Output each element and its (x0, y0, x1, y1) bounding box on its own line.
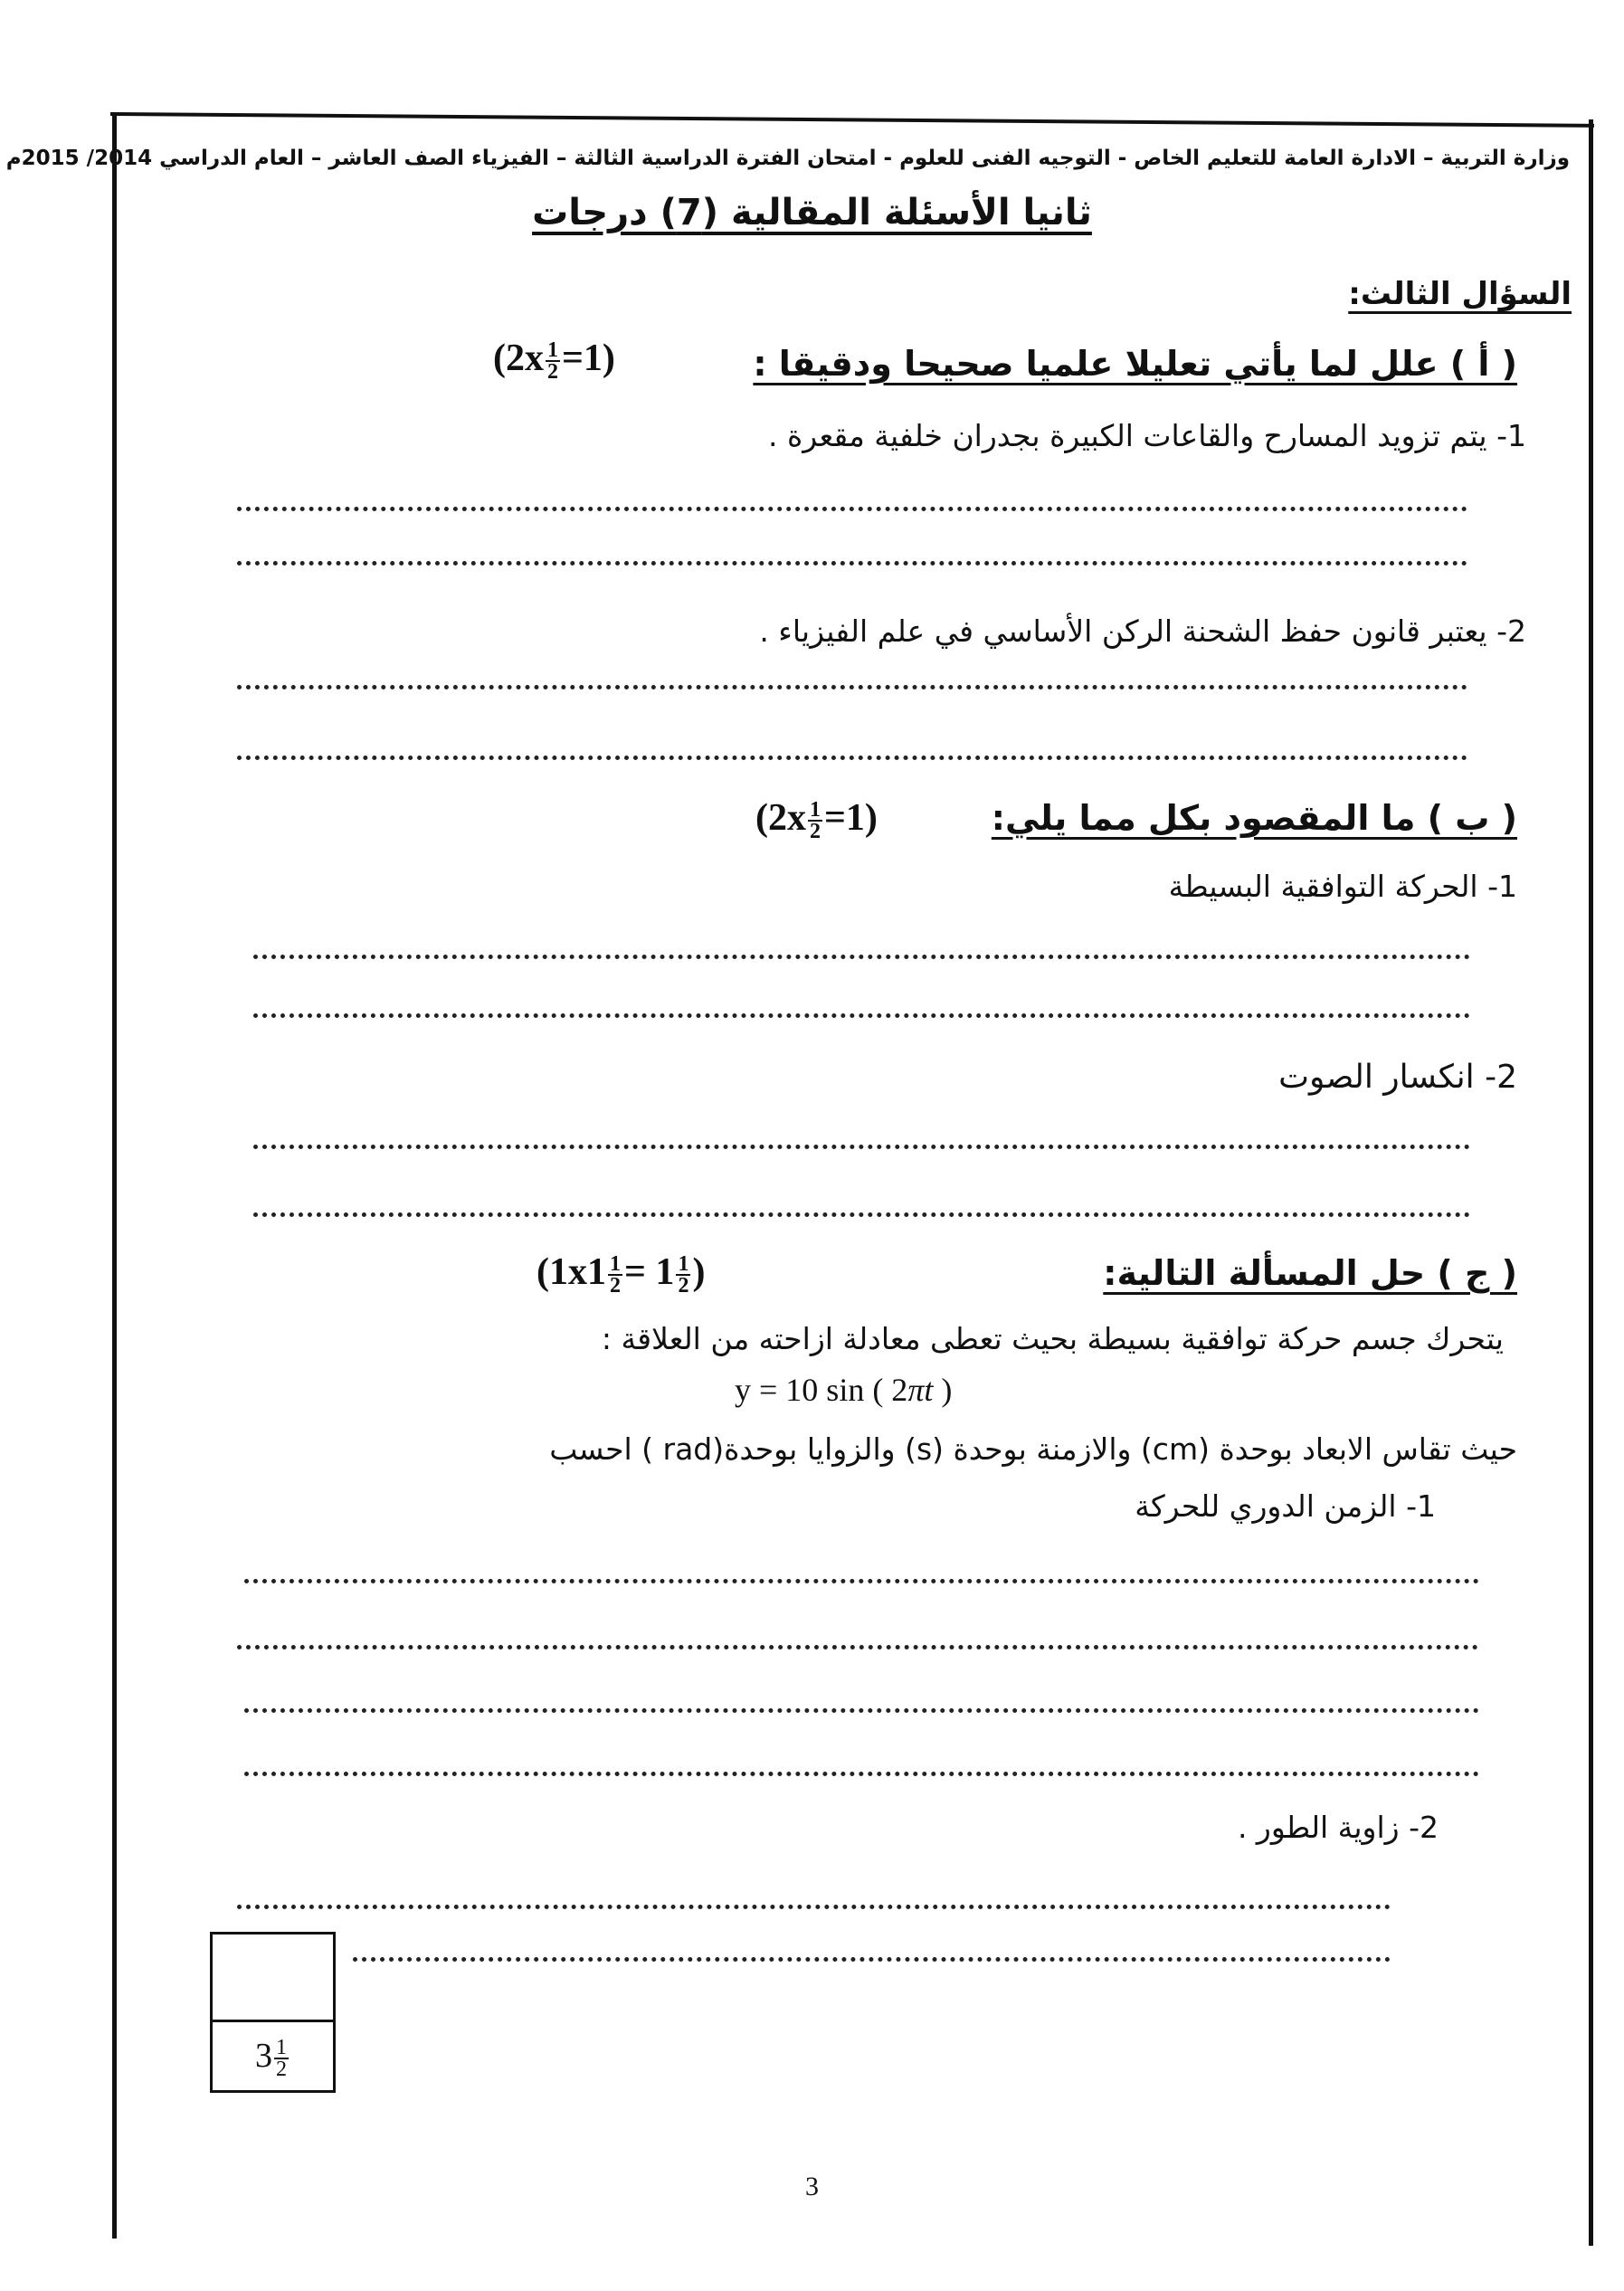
answer-line (237, 1645, 1478, 1649)
page-frame-top (110, 112, 1594, 128)
answer-line (253, 1013, 1470, 1018)
formula-left: y = 10 sin ( 2 (735, 1372, 908, 1408)
displacement-formula (735, 1371, 952, 1409)
part-b-heading (992, 798, 1517, 838)
question-3-heading: السؤال الثالث: (1348, 276, 1572, 312)
score-box-divider (213, 2020, 333, 2022)
answer-line (237, 507, 1467, 511)
part-a-heading-text: ( أ ) علل لما يأتي تعليلا علميا صحيحا ودقيقا : (753, 344, 1517, 384)
answer-line (237, 685, 1467, 689)
part-b-heading-text: ( ب ) ما المقصود بكل مما يلي: (991, 798, 1517, 838)
formula-variable: πt (907, 1372, 934, 1408)
answer-line (253, 955, 1470, 959)
part-b-item-1: 1- الحركة التوافقية البسيطة (1168, 869, 1517, 904)
part-a-item-2: 2- يعتبر قانون حفظ الشحنة الركن الأساسي في علم الفيزياء . (759, 613, 1526, 649)
part-c-item-2: 2- زاوية الطور . (1237, 1810, 1439, 1845)
part-c-heading-text: ( ج ) حل المسألة التالية: (1103, 1253, 1517, 1293)
page-frame-left (112, 112, 117, 2239)
section-title: ثانيا الأسئلة المقالية (7) درجات (532, 192, 1092, 233)
part-b-marks: (2x $\frac{1}{2}$ =1) (755, 797, 878, 844)
formula-right: ) (933, 1372, 953, 1408)
answer-line (244, 1579, 1479, 1583)
part-c-units: حيث تقاس الابعاد بوحدة (cm) والازمنة بوحدة (s) والزوايا بوحدة(rad ) احسب (549, 1431, 1517, 1467)
part-a-heading (753, 344, 1517, 384)
answer-line (353, 1957, 1391, 1962)
answer-line (253, 1212, 1470, 1217)
answer-line (253, 1145, 1470, 1149)
part-c-intro: يتحرك جسم حركة توافقية بسيطة بحيث تعطى معادلة ازاحته من العلاقة : (601, 1321, 1504, 1356)
part-a-marks: (2x $\frac{1}{2}$ =1) (493, 337, 615, 385)
score-value: 3 $\frac{1}{2}$ (255, 2036, 287, 2082)
part-c-item-1: 1- الزمن الدوري للحركة (1135, 1488, 1436, 1524)
part-a-item-1: 1- يتم تزويد المسارح والقاعات الكبيرة بجدران خلفية مقعرة . (768, 418, 1526, 453)
exam-header: وزارة التربية – الادارة العامة للتعليم الخاص - التوجيه الفنى للعلوم - امتحان الفترة الدراسية الثالثة – الفيزياء الصف العاشر – العام الدراسي 2014/ 2015م (5, 147, 1570, 170)
part-c-marks: (1x1 $\frac{1}{2}$ = 1 $\frac{1}{2}$ ) (537, 1251, 706, 1298)
answer-line (237, 1905, 1391, 1909)
part-c-heading (1103, 1253, 1517, 1293)
answer-line (237, 561, 1467, 566)
page-number: 3 (805, 2172, 819, 2201)
answer-line (237, 756, 1467, 760)
answer-line (244, 1708, 1479, 1713)
answer-line (244, 1772, 1479, 1776)
part-b-item-2: 2- انكسار الصوت (1278, 1059, 1517, 1096)
score-box (210, 1932, 336, 2093)
page-frame-right (1589, 119, 1593, 2246)
